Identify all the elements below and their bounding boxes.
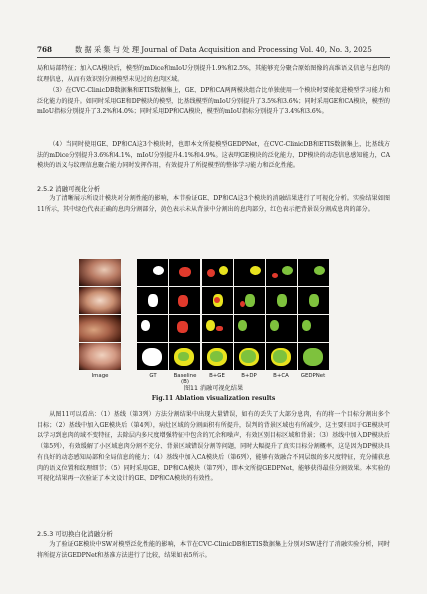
mask-cell [202, 343, 233, 370]
polyp-photo [79, 259, 121, 286]
section-2-5-2-heading: 2.5.2 消融可视化分析 [37, 185, 101, 193]
section-2-5-3-heading: 2.5.3 可切换白化消融分析 [37, 530, 113, 538]
polyp-photo [79, 287, 121, 314]
journal-title: 数 据 采 集 与 处 理 Journal of Data Acquisition and Processing Vol. 40, No. 3, 2025 [75, 45, 372, 54]
paragraph-1: 局和局部特征；加入CA模块后，模型的mDice和mIoU分别提升1.9%和2.5%，其能够充分聚合原始图像的高维语义信息与息肉的纹理信息，从而有效识别分割模型未见过的息肉区域。 [37, 65, 390, 83]
mask-cell [169, 315, 200, 342]
figure-caption-en: Fig.11 Ablation visualization results [151, 395, 276, 402]
mask-cell [234, 315, 265, 342]
mask-cell [137, 315, 168, 342]
page-number: 768 [37, 45, 53, 54]
image-column [79, 259, 121, 371]
figure-11 [79, 259, 349, 385]
mask-cell [169, 343, 200, 370]
paragraph-3: （4）当同时使用GE、DP和CA这3个模块时，也即本文所提模型GEDPNet，在CVC-ClinicDB和ETIS数据集上，比基线方法的mDice分别提升3.6%和4.1%，mIoU分别提升4.1%和4.9%。这表明GE模块的泛化能力，DP模块的动态信息感知能力，CA模块的语义与纹理信息聚合能力同时发挥作用，有效提升了所提模型的整体学习能力和泛化性能。 [37, 141, 390, 170]
column-label: GEDPNet [300, 373, 326, 379]
mask-cell [234, 259, 265, 286]
mask-cell [266, 259, 297, 286]
mask-cell [266, 315, 297, 342]
paragraph-4: 为了清晰展示所设计模块对分割性能的影响，本节验证GE、DP和CA这3个模块的消融结果进行了可视化分析。实验结果如图11所示，其中绿色代表正确的息肉分割部分，黄色表示未从背景中分割出的息肉部分，红色表示把背景误分割成息肉的部分。 [37, 195, 390, 213]
mask-cell [202, 259, 233, 286]
mask-cell [169, 287, 200, 314]
mask-cell [298, 287, 329, 314]
mask-cell [137, 343, 168, 370]
page-header [37, 44, 390, 56]
mask-cell [298, 315, 329, 342]
column-label: GT [149, 373, 157, 379]
mask-cell [137, 287, 168, 314]
mask-cell [234, 343, 265, 370]
paragraph-6: 为了验证GE模块中SW对模型泛化性能的影响，本节在CVC-ClinicDB和ETIS数据集上分别对SW进行了消融实验分析，同时将所提方法GEDPNet和基准方法进行了比较，结果如表5所示。 [37, 541, 390, 559]
column-label: B+CA [273, 373, 289, 379]
mask-cell [234, 287, 265, 314]
header-rule [37, 57, 390, 58]
mask-cell [298, 259, 329, 286]
mask-cell [202, 287, 233, 314]
mask-grid [137, 259, 349, 370]
figure-caption-cn: 图11 消融可视化结果 [183, 385, 244, 392]
paragraph-5: 从图11可以看出：（1）基线（第3列）方法分割结果中出现大量错误，如有的丢失了大部分息肉，有的将一个目标分割出多个目标；（2）基线中加入GE模块后（第4列），病灶区域的分割面积有所提升，误判的背景区域也有所减少，这主要归因于GE模块可以学习到息肉的域不变特征，去除层内多尺度增强特征中包含的冗余和噪声，有效区别目标区域和背景；（3）基线中加入DP模块后（第5列），有效缓解了小区域息肉分割不充分、背景区域错误分割等问题，同时大幅提升了真实目标分割概率，这是因为DP模块具有良好的动态感知局部和全局信息的能力；（4）基线中加入CA模块后（第6列），能够有效融合不同层级的多尺度特征，充分捕获息肉的语义位置和纹理细节；（5）同时采用GE、DP和CA模块（第7列），即本文所提GEDPNet，能够获得最佳分割效果。本实验的可视化结果再一次验证了本文设计的GE、DP和CA模块的有效性。 [37, 411, 390, 483]
mask-cell [202, 315, 233, 342]
mask-cell [298, 343, 329, 370]
paragraph-2: （3）在CVC-ClinicDB数据集和ETIS数据集上，GE、DP和CA两两模块组合比单独使用一个模块时要能促进模型学习能力和泛化能力的提升。如同时采用GE和DP模块的模型，比基线模型的mIoU分别提升了3.5%和3.6%；同时采用GE和CA模块，模型的mIoU指标分别提升了3.2%和4.0%；同时采用DP和CA模块，模型的mIoU指标分别提升了3.4%和3.6%。 [37, 87, 390, 116]
mask-cell [266, 287, 297, 314]
polyp-photo [79, 343, 121, 370]
polyp-photo [79, 315, 121, 342]
column-label: Image [91, 373, 109, 379]
mask-cell [266, 343, 297, 370]
mask-cell [137, 259, 168, 286]
column-label: Baseline (B) [173, 373, 197, 385]
column-label: B+GE [209, 373, 225, 379]
mask-cell [169, 259, 200, 286]
column-label: B+DP [241, 373, 257, 379]
